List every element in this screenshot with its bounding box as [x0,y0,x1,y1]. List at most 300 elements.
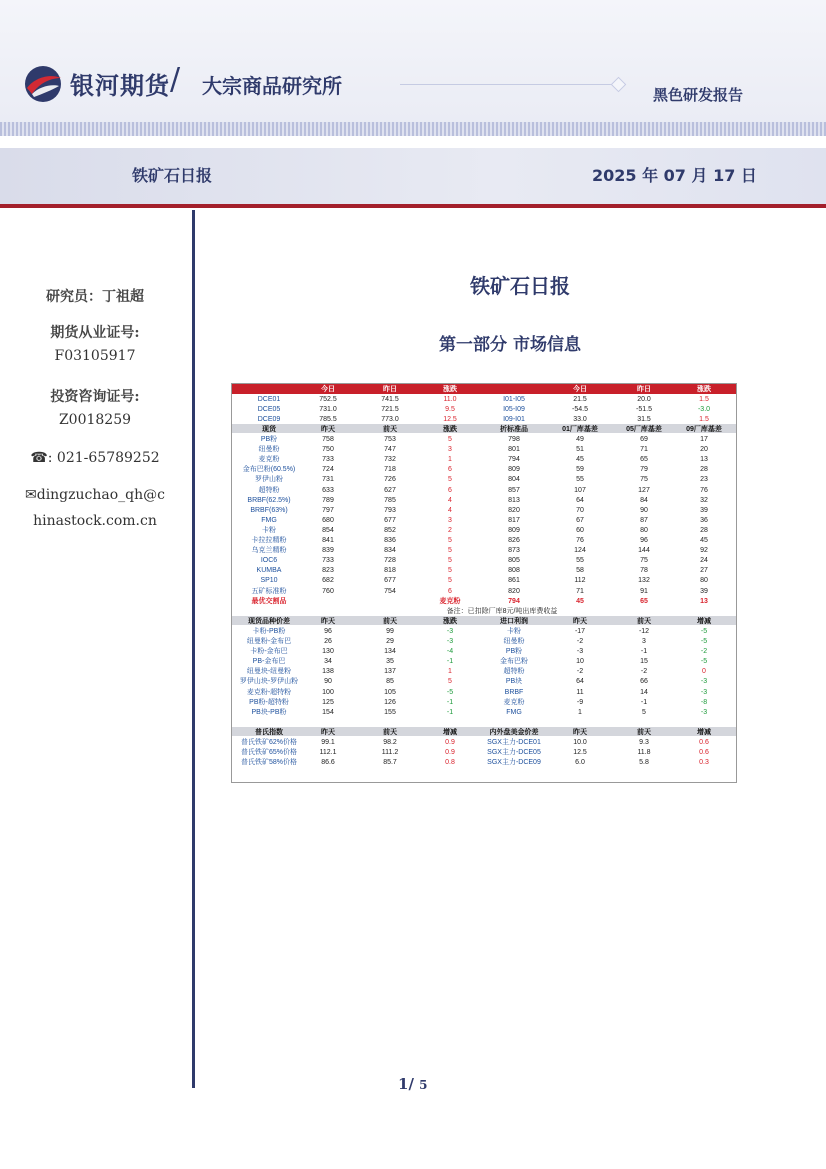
table-cell: -3.0 [697,405,711,413]
table-cell: 137 [384,668,396,676]
table-cell: 754 [384,587,396,595]
table-cell: 13 [700,597,708,605]
table-cell: 增减 [443,728,457,736]
table-cell: PB块 [505,678,523,686]
table-cell: 51 [576,446,584,454]
table-cell: 111.2 [381,749,399,757]
table-cell: 麦克粉 [503,698,525,706]
table-cell: 1 [578,708,582,716]
table-cell: PB粉-超特粉 [249,698,289,706]
table-cell: -12 [638,627,650,635]
table-cell: 750 [322,446,334,454]
table-cell: 增减 [697,728,711,736]
table-cell: 127 [638,486,650,494]
table-cell: 732 [384,456,396,464]
document-title: 铁矿石日报 [470,274,570,298]
invest-label: 投资咨询证号: [50,389,140,405]
table-cell: 45 [700,537,708,544]
table-cell: 733 [322,557,334,565]
table-cell: 12.5 [573,749,587,757]
table-cell: 45 [576,456,584,464]
table-cell: 801 [508,446,520,454]
table-cell: 32 [700,496,708,504]
table-cell: 75 [640,476,648,484]
table-cell: 今日 [321,385,335,393]
table-cell: 0.9 [445,749,455,757]
table-cell: 罗伊山块-罗伊山粉 [239,678,299,686]
table-cell: 809 [508,466,520,474]
table-cell: 76 [700,486,708,494]
table-cell: 84 [640,496,648,504]
table-cell: 01厂库基差 [562,425,598,433]
table-cell: 1 [448,456,452,464]
table-cell: 4 [448,506,452,514]
table-cell: 卡拉拉精粉 [251,537,287,544]
table-cell: 前天 [637,728,651,736]
table-cell: 罗伊山粉 [255,476,283,484]
table-cell: 87 [640,516,648,524]
table-cell: 130 [322,648,334,656]
table-cell: -4 [446,648,454,656]
table-cell: 124 [574,547,586,555]
table-cell: -2 [576,638,584,645]
table-cell: 86.6 [321,759,335,767]
table-cell: 普氏指数 [255,728,283,736]
galaxy-logo-icon [22,64,64,104]
table-cell: 现货 [262,425,276,433]
table-cell: 5 [448,436,452,443]
table-cell: 91 [640,587,648,595]
table-cell: 1.5 [699,415,709,423]
table-cell: 昨天 [321,425,335,433]
table-cell: 126 [384,698,396,706]
table-cell: 726 [384,476,396,484]
table-cell: -1 [446,658,454,666]
table-cell: 超特粉 [258,486,280,494]
table-cell: 乌克兰精粉 [251,547,287,555]
table-cell: -1 [446,708,454,716]
table-cell: 纽曼块-纽曼粉 [246,668,292,676]
table-cell: 58 [576,567,584,575]
table-cell: 794 [508,597,520,605]
table-cell: 55 [576,476,584,484]
table-cell: 35 [386,658,394,666]
table-cell: 861 [508,577,520,585]
table-cell: 10.0 [573,739,587,746]
header-band [0,0,826,136]
table-cell: 05厂库基差 [626,425,662,433]
table-cell: 741.5 [381,395,399,403]
invest-number: Z0018259 [58,412,132,428]
table-cell: 80 [700,577,708,585]
table-cell: 80 [640,526,648,534]
table-cell: 718 [384,466,396,474]
table-cell: 卡粉-PB粉 [252,627,286,635]
table-cell: 11.8 [637,749,651,757]
table-cell: 15 [640,658,648,666]
table-cell: 31.5 [637,415,651,423]
table-cell: 823 [322,567,334,575]
table-cell: 99 [386,627,394,635]
table-cell: 折标准品 [500,425,528,433]
table-cell: 9.5 [445,405,455,413]
table-cell: -5 [700,627,708,635]
table-cell: -5 [700,638,708,645]
table-cell: -3 [700,688,708,696]
table-cell: 820 [508,506,520,514]
table-cell: DCE09 [257,415,281,423]
table-cell: I01-I05 [503,395,525,403]
table-cell: 817 [508,516,520,524]
table-cell: -5 [700,658,708,666]
table-cell: 92 [700,547,708,555]
table-cell: 3 [642,638,646,645]
decorative-diamond-icon [611,77,627,93]
total-pages: 5 [419,1078,428,1092]
table-cell: 11.0 [443,395,457,403]
table-cell: 731.0 [319,405,337,413]
table-cell: 5 [448,547,452,555]
table-cell: 747 [384,446,396,454]
table-cell: 1.5 [699,395,709,403]
table-cell: -2 [576,668,584,676]
table-cell: 5 [448,476,452,484]
table-cell: FMG [261,516,277,524]
table-note: 备注：已扣除厂库8元/吨出库费收益 [446,607,558,615]
report-date: 2025 年 07 月 17 日 [592,166,757,185]
table-cell: 731 [322,476,334,484]
section-title: 第一部分 市场信息 [439,335,581,355]
page-number: 1/ 5 [398,1075,428,1093]
table-cell: 前天 [383,617,397,625]
table-cell: 20.0 [637,395,651,403]
table-cell: 820 [508,587,520,595]
table-cell: 28 [700,526,708,534]
table-cell: 98.2 [383,739,397,746]
table-cell: 721.5 [381,405,399,413]
table-cell: 839 [322,547,334,555]
table-cell: 5 [448,678,452,686]
table-cell: 今日 [573,385,587,393]
table-cell: 昨天 [321,728,335,736]
table-cell: 134 [384,648,396,656]
table-cell: 6 [448,466,452,474]
table-cell: 71 [640,446,648,454]
table-cell: -1 [640,698,648,706]
table-cell: 75 [640,557,648,565]
table-cell: 2 [448,526,452,534]
table-cell: 28 [700,466,708,474]
table-cell: 125 [322,698,334,706]
table-cell: 卡粉 [507,627,521,635]
table-cell: 20 [700,446,708,454]
table-cell: 0.8 [445,759,455,767]
license-label: 期货从业证号: [50,325,140,341]
table-cell: 麦克粉-超特粉 [246,688,292,696]
title-band-underline [0,204,826,208]
table-cell: 857 [508,486,520,494]
table-cell: 154 [322,708,334,716]
table-cell: 5 [448,557,452,565]
table-cell: PB-金布巴 [252,658,286,666]
table-cell: 49 [576,436,584,443]
license-number: F03105917 [54,348,136,364]
table-cell: 677 [384,516,396,524]
table-cell: BRBF(62.5%) [247,496,291,504]
table-cell: DCE01 [257,395,281,403]
table-cell: 卡粉-金布巴 [250,648,288,656]
table-cell: 3 [448,446,452,454]
table-cell: 超特粉 [503,668,525,676]
table-cell: 6 [448,587,452,595]
decorative-line [400,84,614,85]
current-page: 1 [398,1075,409,1093]
brand-name: 银河期货 [70,72,170,100]
header-stripes [0,122,826,136]
table-cell: -1 [640,648,648,656]
table-cell: 3 [448,516,452,524]
table-cell: 昨日 [637,385,651,393]
table-cell: 112.1 [319,749,337,757]
email-line-1[interactable]: ✉dingzuchao_qh@c [25,487,165,503]
table-cell: 11 [576,688,584,696]
table-cell: SGX主力-DCE05 [487,749,541,757]
table-cell: 14 [640,688,648,696]
table-cell: 五矿标准粉 [251,587,287,595]
table-cell: 4 [448,496,452,504]
table-cell: SP10 [260,577,278,585]
table-cell: 12.5 [443,415,457,423]
table-cell: 9.3 [639,739,649,746]
table-cell: -9 [576,698,584,706]
table-cell: 66 [640,678,648,686]
table-cell: -54.5 [572,405,588,413]
table-cell: 内外盘美金价差 [489,728,539,736]
table-cell: 873 [508,547,520,555]
table-cell: 794 [508,456,520,464]
table-cell: 813 [508,496,520,504]
table-cell: -3 [700,708,708,716]
table-cell: -8 [700,698,708,706]
table-cell: 10 [576,658,584,666]
table-cell: 最优交割品 [251,597,287,605]
table-cell: 现货品种价差 [248,617,290,625]
table-cell: 增减 [697,617,711,625]
table-cell: 804 [508,476,520,484]
table-cell: 13 [700,456,708,464]
table-cell: 昨日 [383,385,397,393]
institute-name: 大宗商品研究所 [202,74,342,98]
phone-number: ☎: 021-65789252 [30,450,160,466]
researcher-label: 研究员：丁祖超 [46,289,144,305]
table-cell: I09-I01 [503,415,525,423]
market-data-table [231,383,737,783]
table-cell: 70 [576,506,584,514]
table-cell: 29 [386,638,394,645]
table-cell: 818 [384,567,396,575]
table-cell: 752.5 [319,395,337,403]
table-cell: -2 [700,648,708,656]
table-cell: 96 [640,537,648,544]
table-cell: 724 [322,466,334,474]
table-cell: PB块-PB粉 [251,708,287,716]
table-cell: 677 [384,577,396,585]
table-cell: -5 [446,688,454,696]
table-cell: -3 [446,638,454,645]
table-cell: -3 [446,627,454,635]
table-cell: -1 [446,698,454,706]
table-cell: 78 [640,567,648,575]
table-cell: 112 [574,577,586,585]
table-cell: 144 [638,547,650,555]
table-cell: 涨跌 [443,617,457,625]
table-cell: 34 [324,658,332,666]
table-cell: 39 [700,587,708,595]
table-cell: 76 [576,537,584,544]
report-kind: 黑色研发报告 [653,86,744,104]
table-cell: 834 [384,547,396,555]
table-cell: 785 [384,496,396,504]
table-cell: 841 [322,537,334,544]
table-cell: FMG [506,708,522,716]
table-cell: 85 [386,678,394,686]
email-line-2[interactable]: hinastock.com.cn [33,513,157,529]
table-cell: 27 [700,567,708,575]
table-cell: 麦克粉 [439,597,461,605]
table-cell: 60 [576,526,584,534]
table-cell: 5 [448,537,452,544]
table-cell: 793 [384,506,396,514]
table-cell: 826 [508,537,520,544]
table-cell: 64 [576,496,584,504]
table-cell: SGX主力-DCE01 [487,739,541,746]
table-cell: 17 [700,436,708,443]
table-cell: 728 [384,557,396,565]
table-cell: 773.0 [381,415,399,423]
table-cell: KUMBA [256,567,282,575]
table-cell: 涨跌 [443,385,457,393]
table-cell: 0.3 [699,759,709,767]
table-cell: 0.9 [445,739,455,746]
table-cell: 前天 [383,728,397,736]
table-cell: 798 [508,436,520,443]
table-cell: PB粉 [505,648,523,656]
brand-divider: / [170,62,181,97]
table-cell: 55 [576,557,584,565]
table-cell: 59 [576,466,584,474]
table-cell: IOC6 [260,557,278,565]
table-cell: 155 [384,708,396,716]
table-cell: 65 [640,456,648,464]
table-cell: I05-I09 [503,405,525,413]
table-cell: 836 [384,537,396,544]
table-cell: BRBF [504,688,524,696]
table-cell: 733 [322,456,334,464]
table-cell: -51.5 [636,405,652,413]
table-cell: 麦克粉 [258,456,280,464]
table-cell: 760 [322,587,334,595]
table-cell: 69 [640,436,648,443]
table-cell: 前天 [637,617,651,625]
table-cell: 90 [324,678,332,686]
table-cell: 797 [322,506,334,514]
table-cell: -3 [700,678,708,686]
table-cell: 79 [640,466,648,474]
table-cell: 普氏铁矿62%价格 [240,739,297,746]
table-cell: 0 [702,668,706,676]
table-cell: 36 [700,516,708,524]
table-cell: -2 [640,668,648,676]
table-cell: DCE05 [257,405,281,413]
table-cell: 64 [576,678,584,686]
table-cell: 682 [322,577,334,585]
table-cell: 758 [322,436,334,443]
table-cell: 金布巴粉(60.5%) [242,466,296,474]
table-cell: 0.6 [699,739,709,746]
table-cell: 普氏铁矿58%价格 [240,759,297,767]
table-cell: 金布巴粉 [500,658,528,666]
table-cell: 纽曼粉 [503,638,525,645]
table-cell: 71 [576,587,584,595]
table-cell: 39 [700,506,708,514]
table-cell: SGX主力-DCE09 [487,759,541,767]
band-title: 铁矿石日报 [132,166,213,185]
table-cell: -3 [576,648,584,656]
table-cell: 6.0 [575,759,585,767]
table-cell: 6 [448,486,452,494]
table-cell: PB粉 [260,436,278,443]
table-cell: 24 [700,557,708,565]
table-cell: 633 [322,486,334,494]
table-cell: 1 [448,668,452,676]
table-cell: 67 [576,516,584,524]
table-cell: 132 [638,577,650,585]
table-cell: 90 [640,506,648,514]
table-cell: 808 [508,567,520,575]
table-cell: 96 [324,627,332,635]
table-cell: 854 [322,526,334,534]
table-cell: 纽曼粉-金布巴 [246,638,292,645]
table-cell: 涨跌 [443,425,457,433]
sidebar-divider [192,210,195,1088]
table-cell: 85.7 [383,759,397,767]
table-cell: 627 [384,486,396,494]
table-cell: 纽曼粉 [258,446,280,454]
table-cell: 753 [384,436,396,443]
table-cell: 5 [448,577,452,585]
table-cell: 100 [322,688,334,696]
table-cell: 65 [640,597,648,605]
table-cell: 0.6 [699,749,709,757]
table-cell: 105 [384,688,396,696]
table-cell: 前天 [383,425,397,433]
table-cell: -17 [574,627,586,635]
table-cell: 138 [322,668,334,676]
table-cell: 680 [322,516,334,524]
table-cell: 5 [642,708,646,716]
table-cell: 09厂库基差 [686,425,722,433]
table-cell: 33.0 [573,415,587,423]
table-cell: BRBF(63%) [250,506,288,514]
table-cell: 5 [448,567,452,575]
table-cell: 5.8 [639,759,649,767]
table-cell: 涨跌 [697,385,711,393]
table-cell: 21.5 [573,395,587,403]
table-cell: 昨天 [573,728,587,736]
table-cell: 785.5 [319,415,337,423]
table-cell: 809 [508,526,520,534]
table-cell: 99.1 [321,739,335,746]
